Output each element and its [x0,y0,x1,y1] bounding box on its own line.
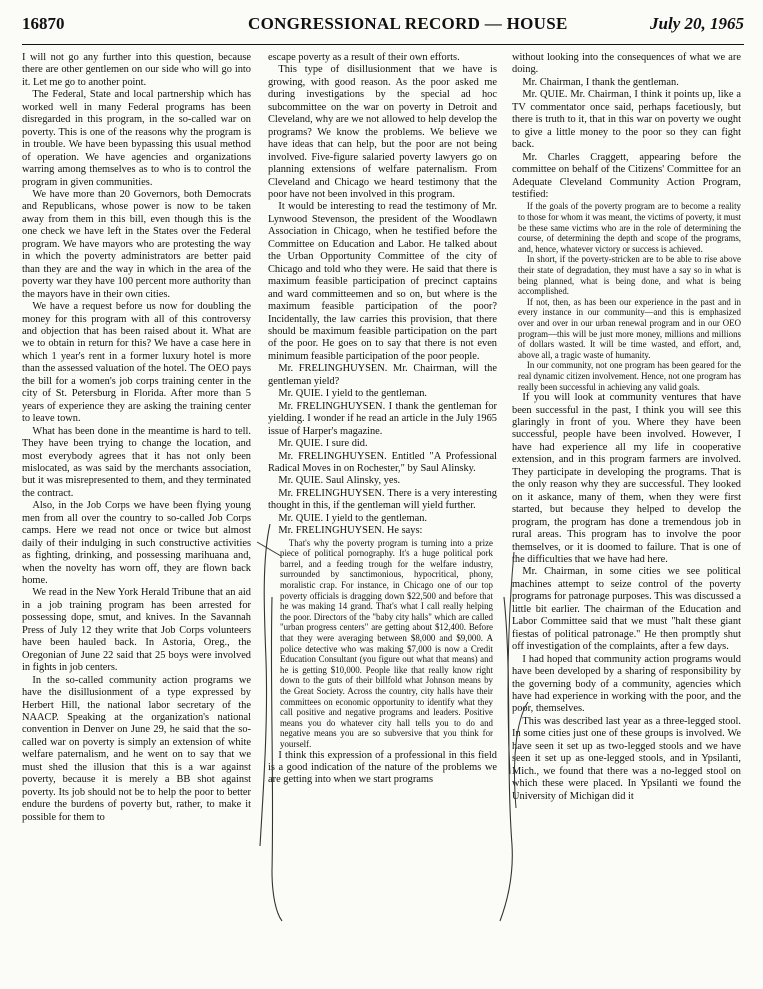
paragraph: In the so-called community action programs we have the disillusionment of a type expressed by Herbert Hill, the national labor secretary of the NAACP. Speaking at the organization's national convention in Denver on June 29, he said that the so-called war on poverty is simply an extension of white welfare paternalism, and he went on to say that we must shed the illusion that this is a war against poverty, because it is merely a BB shot against poverty. Its job should not be to help the poor to better endure the burdens of poverty but, rather, to make it possible for them to [22,674,251,823]
speaker-line: Mr. FRELINGHUYSEN. Entitled "A Professional Radical Moves in on Rochester," by Saul Alinsky. [268,450,497,474]
block-quote: In our community, not one program has been geared for the real dynamic citizen involvement. Hence, not one program has really been successful in achieving any valid goals. [518,360,741,392]
paragraph: Also, in the Job Corps we have been flying young men from all over the country to so-called Job Corps camps. Here we read not once or twice but almost daily of their indulging in such constructive activities as fighting, drinking, and possessing marihuana and, when the novelty has worn off, they are flown back home. [22,500,251,587]
paragraph: It would be interesting to read the testimony of Mr. Lynwood Stevenson, the president of the Woodlawn Association in Chicago, when he testified before the Committee on Education and Labor. He talked about the Urban Opportunity Committee of the city of Chicago and told who they were. He said that there is maximum feasible participation of precinct captains and ward committeemen and so on, but where is the maximum feasible participation of the poor? Incidentally, the law carries this provision, that there should be maximum feasible participation on the part of the poor. He goes on to say that there is not even minimum feasible participation of the poor people. [268,201,497,362]
paragraph: without looking into the consequences of what we are doing. [512,52,741,76]
paragraph: This type of disillusionment that we have is growing, with good reason. As the poor asked me during investigations by the special ad hoc subcommittee on the war on poverty in Detroit and Cleveland, why are we not allowed to help develop the programs? We know the problems. We believe we have ideas that can help, but the poor are not being involved. Five-figure salaried poverty lawyers go on planning extensions of welfare paternalism. From Cleveland and Chicago we heard testimony that the poor have not been involved in this program. [268,64,497,200]
speaker-line: Mr. FRELINGHUYSEN. There is a very interesting thought in this, if the gentleman will yield further. [268,487,497,512]
block-quote: If not, then, as has been our experience in the past and in every instance in our community—and this is emphasized over and over in our urban renewal program and in our OEO program—this will be just more money, millions and millions of dollars wasted. It will be time wasted, and effort, and, above all, a tragic waste of humanity. [518,296,741,360]
speaker-line: Mr. QUIE. I sure did. [278,438,368,450]
speaker-line: Mr. QUIE. I yield to the gentleman. [278,388,427,400]
paragraph: Mr. Charles Craggett, appearing before the committee on behalf of the Citizens' Committee for an Adequate Cleveland Community Action Program, testified: [512,151,741,200]
paragraph: I had hoped that community action programs would have been developed by a sharing of responsibility by the governing body of a community, agencies which have had experience in working with the poor, and the poor, themselves. [512,653,741,715]
speaker-line: Mr. QUIE. Mr. Chairman, I think it points up, like a TV commentator once said, perhaps facetiously, but there is truth to it, that in this war on poverty we ought to give a little money to the poor so they can fight back. [512,89,741,151]
block-quote: In short, if the poverty-stricken are to be able to rise above their state of degradation, they must have a say so in what is being planned, what is being done, and what is being accomplished. [518,254,741,297]
paragraph: This was described last year as a three-legged stool. In some cities just one of these groups is involved. We have seen it set up as two-legged stools and we have seen it set up as one-legged stools, and in Ypsilanti, Mich., we found that there was a no-legged stool on which these were placed. In Ypsilanti we found the University of Michigan did it [512,715,741,802]
paragraph: We have more than 20 Governors, both Democrats and Republicans, whose power is now to be taken away from them in this bill, even though this is the one check we have left in the States over the Federal program. We have mayors who are protesting the way in which the poverty administrators are better paid than they are and the way in which in the area of the poverty war they have 100 percent more authority than the mayors have in their own cities. [22,188,251,300]
text-column-1 [22,52,251,980]
text-column-2 [268,52,497,980]
speaker-line: Mr. QUIE. Saul Alinsky, yes. [278,475,401,487]
paragraph: Mr. Chairman, in some cities we see political machines attempt to seize control of the poverty programs for patronage purposes. This was discussed a little bit earlier. The chairman of the Education and Labor Committee said that we must "halt these giant fiestas of political patronage." He then promptly shut off investigation of the complaints, after a few days. [512,566,741,653]
paragraph: We read in the New York Herald Tribune that an aid in a job training program has been arrested for possessing dope, smut, and knives. In the Savannah Press of July 12 they write that Job Corps volunteers have been hauled back. In Astoria, Oreg., the Oregonian of June 22 said that 25 boys were involved in fights in job centers. [22,587,251,674]
speaker-line: Mr. FRELINGHUYSEN. Mr. Chairman, will the gentleman yield? [268,363,497,387]
paragraph: We have a request before us now for doubling the money for this program with all of this controversy and objection that has been raised about it. What are we to obtain in return for this? We have a case here in which 1 year's rent in a former luxury hotel is more than the assessed valuation of the hotel. The OEO pays the bill for a women's job corps training center in the city of St. Petersburg in Florida. After more than 5 years of experience they are asking the training center to leave town. [22,301,251,425]
paragraph: If you will look at community ventures that have been successful in the past, I think you will see this glaringly in front of you. Where they have been successful, people have been involved. However, I have had experience all my life in cooperative extension, and in this program farmers are involved. They participate in developing the programs. That is the only reason why they are successful. They looked on it askance, many of them, when they were first started, but because they helped to develop the program, the program has done a tremendous job in rural areas. This program has to involve the poor themselves, or it is doomed to failure. That is one of the difficulties that we have had here. [512,392,741,566]
block-quote: That's why the poverty program is turning into a prize piece of political pornography. It's a huge political pork barrel, and a feeding trough for the welfare industry, surrounded by sanctimonious, hypocritical, phony, moralistic crap. For instance, in Chicago one of our top poverty officials is dragging down $22,500 and before that he was making 14 grand. That's what I call really helping the poor. Directors of the "baby city halls" which are called "urban progress centers" are getting about $12,400. Before that they were averaging between $8,000 and $9,000. A police detective who was making $7,000 is now a Credit Education Consultant (you figure out what that means) and he is getting $10,000. People like that really know right down to the guts of their billfold what Johnson means by the Great Society. Across the country, city halls have their committees on economic opportunity to identify what they call positive and negative programs and leaders. Positive means you do whatever city hall tells you to do and negative means you are so subversive that you think for yourself. [280,537,493,749]
speaker-line: Mr. QUIE. I yield to the gentleman. [278,512,427,524]
paragraph: escape poverty as a result of their own efforts. [268,52,460,63]
speaker-line: Mr. FRELINGHUYSEN. I thank the gentleman for yielding. I wonder if he read an article in the July 1965 issue of Harper's magazine. [268,400,497,437]
paragraph: The Federal, State and local partnership which has worked well in many Federal programs has been disregarded in this program, in the so-called war on poverty. This is one of the reasons why the program is in trouble. We have been bypassing this usual method of operation. We have agencies and organizations warring among themselves as to who is to control the program in given communities. [22,89,251,188]
speaker-line: Mr. FRELINGHUYSEN. He says: [278,525,423,537]
page-header [22,12,744,45]
issue-date: July 20, 1965 [650,14,744,33]
text-column-3 [512,52,741,980]
paragraph: I will not go any further into this question, because there are other gentlemen on our side who will go into it. Let me go to another point. [22,52,251,88]
paragraph: I think this expression of a professional in this field is a good indication of the nature of the problems we are getting into when we start programs [268,749,497,786]
publication-title: CONGRESSIONAL RECORD — HOUSE [248,14,568,33]
block-quote: If the goals of the poverty program are to become a reality to those for whom it was meant, the victims of poverty, it must be these same victims who are in the role of determining the course, of determining the depth and scope of the programs, and, hence, whatever victory or success is achieved. [518,201,741,254]
page-number: 16870 [22,14,65,33]
speaker-line: Mr. Chairman, I thank the gentleman. [522,76,679,88]
paragraph: What has been done in the meantime is hard to tell. They have been trying to change the location, and most everybody agrees that it has not only been mislocated, as was said by the merchants association, but it was misrepresented to them, and they terminated the contract. [22,425,251,499]
